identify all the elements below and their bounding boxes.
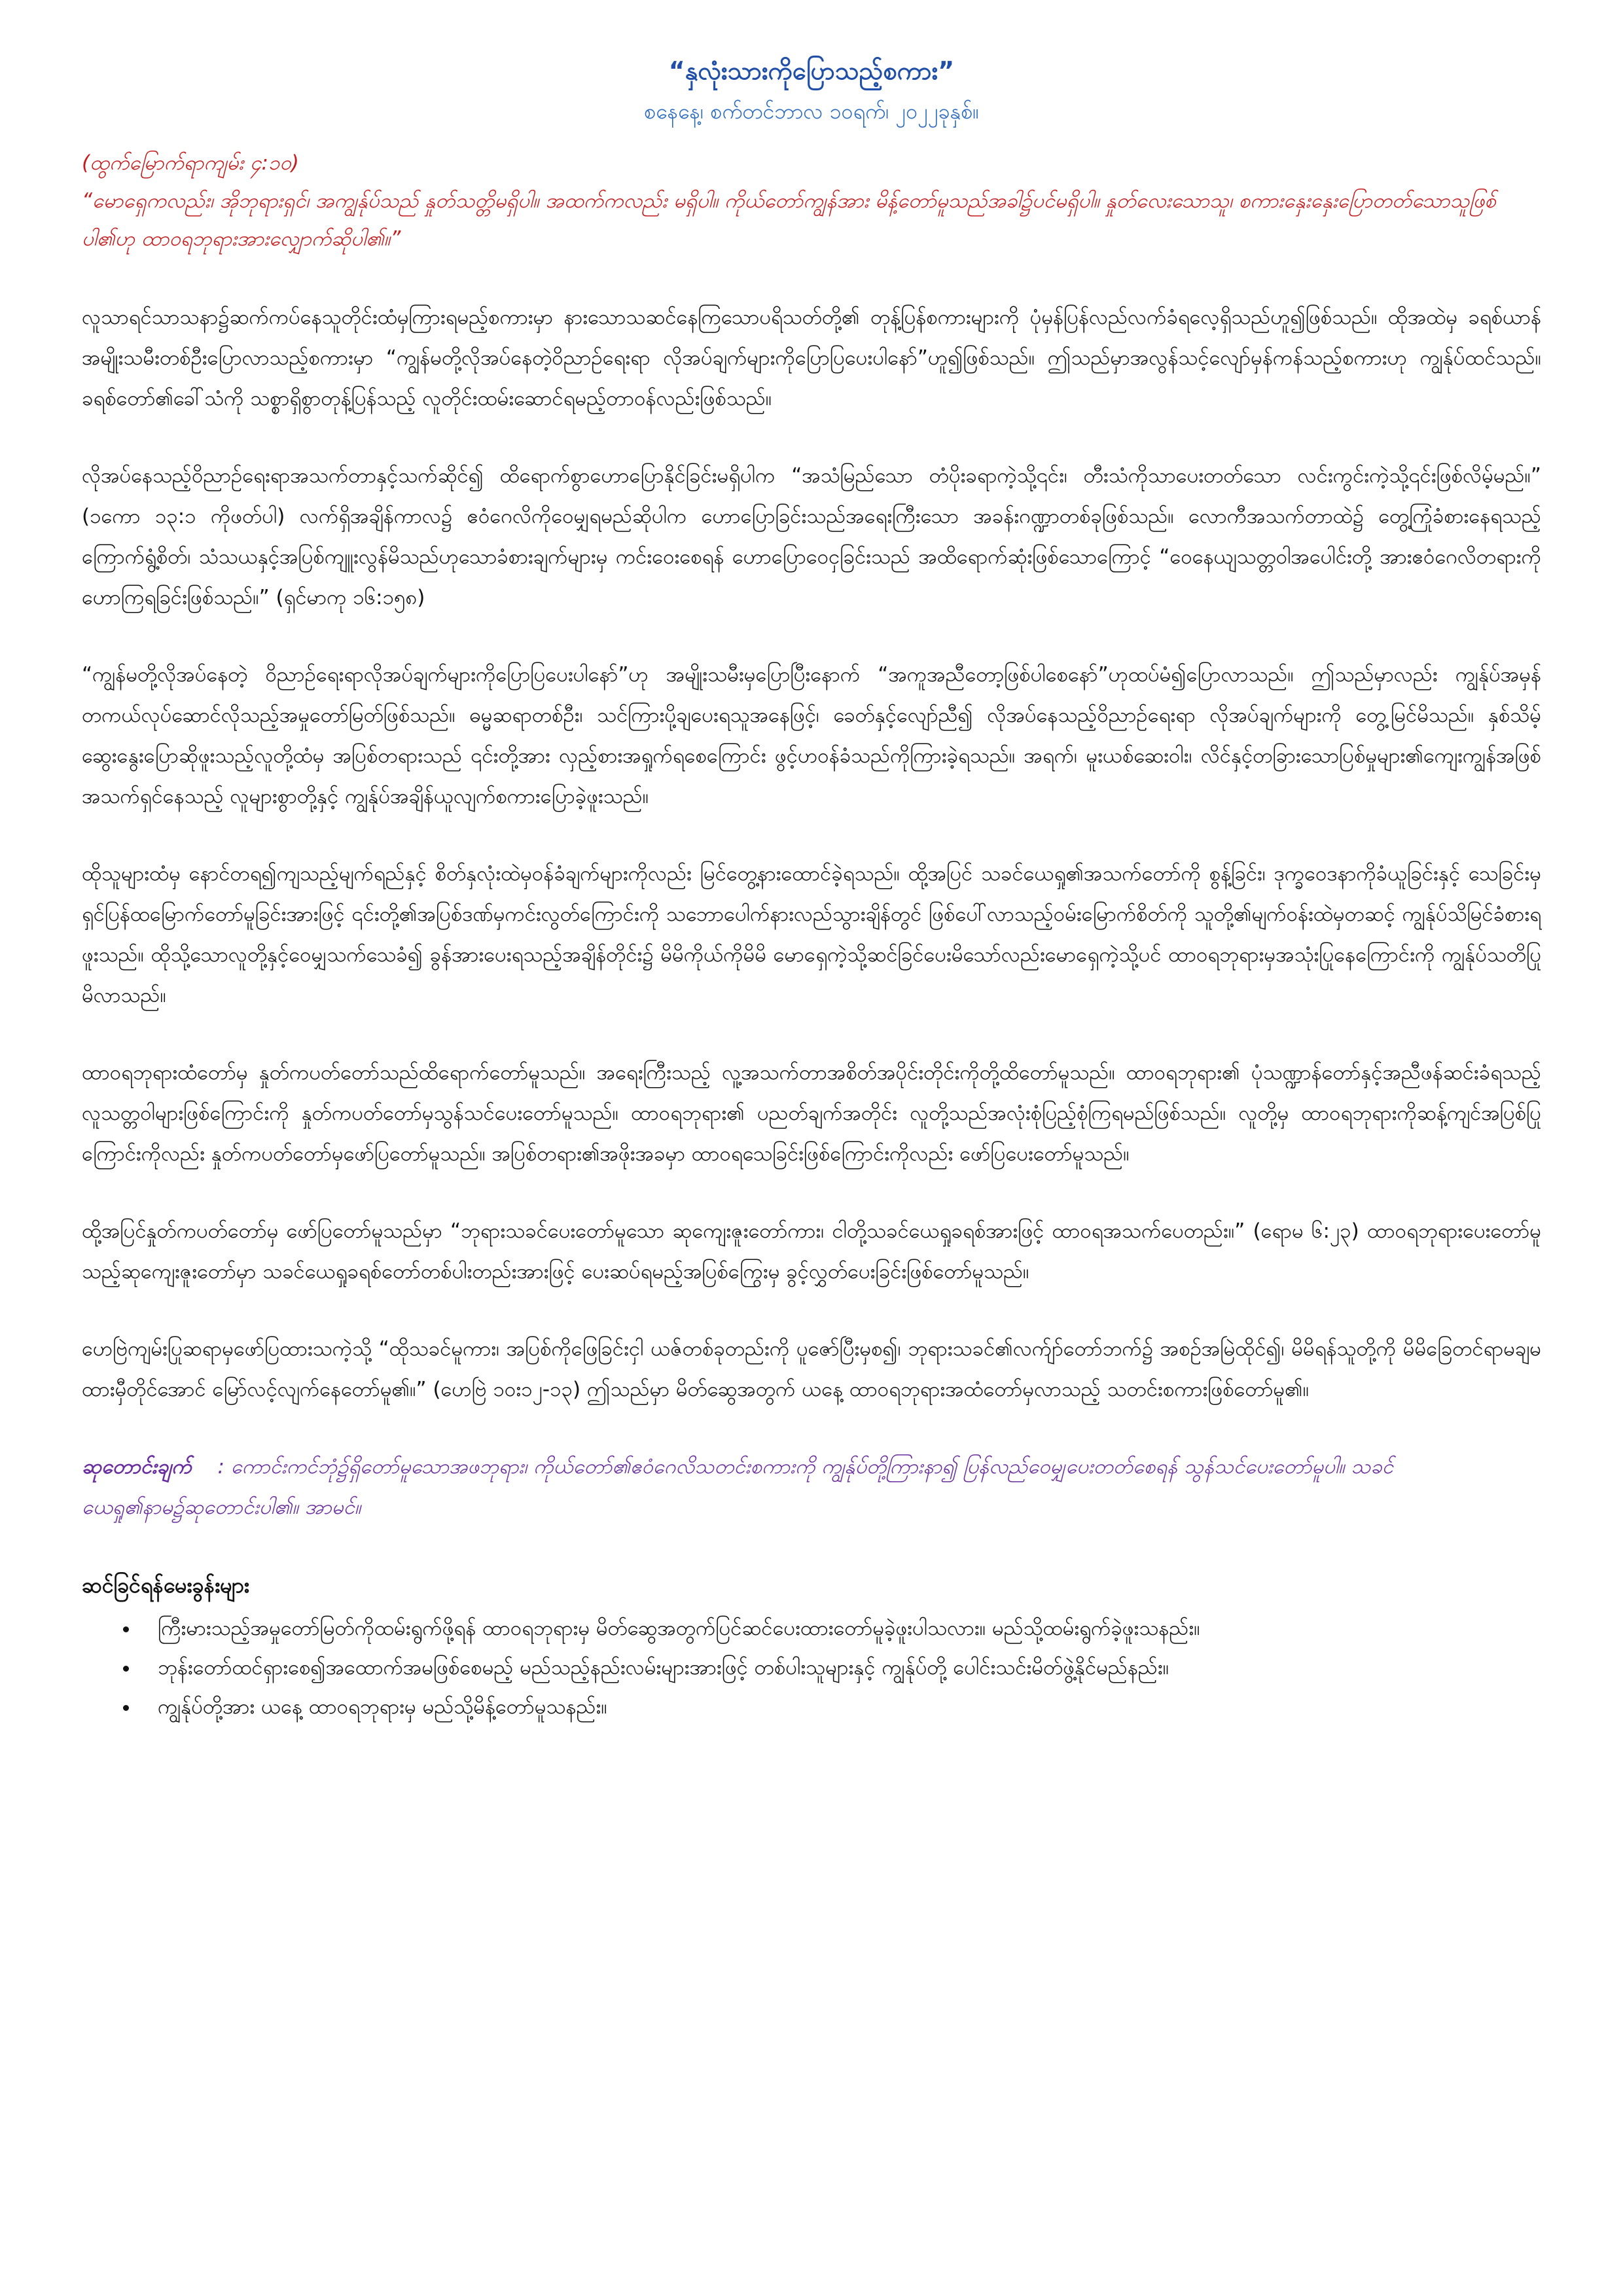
paragraph-1: လူသာရင်သာသနာ၌ဆက်ကပ်နေသူတိုင်းထံမှကြားရမည့်စကားမှာ နားသောသဆင်နေကြသောပရိသတ်တို့၏ တုန့်ပြန်စကားများကို ပုံမှန်ပြန်လည်လက်ခံရလေ့ရှိသည်ဟူ၍ဖြစ်သည်။ ထိုအထဲမှ ခရစ်ယာန်အမျိုးသမီးတစ်ဦးပြောလာသည့်စကားမှာ “ကျွန်မတို့လိုအပ်နေတဲ့ဝိညာဉ်ရေးရာ လိုအပ်ချက်များကိုပြောပြပေးပါနော်”ဟူ၍ဖြစ်သည်။ ဤသည်မှာအလွန်သင့်လျော်မှန်ကန်သည့်စကားဟု ကျွန်ုပ်ထင်သည်။ ခရစ်တော်၏ခေါ်သံကို သစ္စာရှိစွာတုန့်ပြန်သည့် လူတိုင်းထမ်းဆောင်ရမည့်တာဝန်လည်းဖြစ်သည်။ <box>82 306 1541 410</box>
question-item: • ကြီးမားသည့်အမှုတော်မြတ်ကိုထမ်းရွက်ဖို့ရန် ထာဝရဘုရားမှ မိတ်ဆွေအတွက်ပြင်ဆင်ပေးထားတော်မူခဲ့ဖူးပါသလား။ မည်သို့ထမ်းရွက်ခဲ့ဖူးသနည်း။ <box>139 1609 1541 1648</box>
reflection-questions <box>82 1567 1541 1727</box>
paragraph-6: ထို့အပြင်နှုတ်ကပတ်တော်မှ ဖော်ပြတော်မူသည်မှာ “ဘုရားသခင်ပေးတော်မူသော ဆုကျေးဇူးတော်ကား၊ ငါတို့သခင်ယေရှုခရစ်အားဖြင့် ထာဝရအသက်ပေတည်း။” (ရောမ ၆:၂၃) ထာဝရဘုရားပေးတော်မူသည့်ဆုကျေးဇူးတော်မှာ သခင်ယေရှုခရစ်တော်တစ်ပါးတည်းအားဖြင့် ပေးဆပ်ရမည့်အပြစ်ကြွေးမှ ခွင့်လွှတ်ပေးခြင်းဖြစ်တော်မူသည်။ <box>82 1219 1541 1283</box>
paragraph-7: ဟေဗြဲကျမ်းပြုဆရာမှဖော်ပြထားသကဲ့သို့ “ထိုသခင်မူကား၊ အပြစ်ကိုဖြေခြင်းငှါ ယဇ်တစ်ခုတည်းကို ပူဇော်ပြီးမှစ၍၊ ဘုရားသခင်၏လက်ျာ်တော်ဘက်၌ အစဉ်အမြဲထိုင်၍၊ မိမိရန်သူတို့ကို မိမိခြေတင်ရာမချမထားမှီတိုင်အောင် မြော်လင့်လျက်နေတော်မူ၏။” (ဟေဗြဲ ၁၀း၁၂-၁၃) ဤသည်မှာ မိတ်ဆွေအတွက် ယနေ့ ထာဝရဘုရားအထံတော်မှလာသည့် သတင်းစကားဖြစ်တော်မူ၏။ <box>82 1337 1541 1401</box>
question-item: • ဘုန်းတော်ထင်ရှားစေ၍အထောက်အမဖြစ်စေမည့် မည်သည့်နည်းလမ်းများအားဖြင့် တစ်ပါးသူများနှင့် ကျွန်ုပ်တို့ ပေါင်းသင်းမိတ်ဖွဲ့နိုင်မည်နည်း။ <box>139 1648 1541 1687</box>
verse-reference: (ထွက်မြောက်ရာကျမ်း ၄:၁၀) <box>82 151 299 175</box>
questions-list <box>82 1609 1541 1727</box>
question-item: • ကျွန်ုပ်တို့အား ယနေ့ ထာဝရဘုရားမှ မည်သို့မိန့်တော်မူသနည်း။ <box>139 1687 1541 1727</box>
paragraph-3: “ကျွန်မတို့လိုအပ်နေတဲ့ ဝိညာဉ်ရေးရာလိုအပ်ချက်များကိုပြောပြပေးပါနော်”ဟု အမျိုးသမီးမှပြောပြီးနောက် “အကူအညီတော့ဖြစ်ပါစေနော်”ဟုထပ်မံ၍ပြောလာသည်။ ဤသည်မှာလည်း ကျွန်ုပ်အမှန်တကယ်လုပ်ဆောင်လိုသည့်အမှုတော်မြတ်ဖြစ်သည်။ ဓမ္မဆရာတစ်ဦး၊ သင်ကြားပို့ချပေးရသူအနေဖြင့်၊ ခေတ်နှင့်လျော်ညီ၍ လိုအပ်နေသည့်ဝိညာဉ်ရေးရာ လိုအပ်ချက်များကို တွေ့မြင်မိသည်။ နှစ်သိမ့်ဆွေးနွေးပြောဆိုဖူးသည့်လူတို့ထံမှ အပြစ်တရားသည် ၎င်းတို့အား လှည့်စားအရှုက်ရစေကြောင်း ဖွင့်ဟဝန်ခံသည်ကိုကြားခဲ့ရသည်။ အရက်၊ မူးယစ်ဆေးဝါး၊ လိင်နှင့်တခြားသောပြစ်မှုများ၏ကျေးကျွန်အဖြစ် အသက်ရှင်နေသည့် လူများစွာတို့နှင့် ကျွန်ုပ်အချိန်ယူလျက်စကားပြောခဲ့ဖူးသည်။ <box>82 663 1541 808</box>
page-title: “နှလုံးသားကိုပြောသည့်စကား” <box>668 56 955 85</box>
date-line: စနေနေ့၊ စက်တင်ဘာလ ၁၀ရက်၊ ၂၀၂၂ခုနှစ်။ <box>644 99 979 124</box>
paragraph-2: လိုအပ်နေသည့်ဝိညာဉ်ရေးရာအသက်တာနှင့်သက်ဆိုင်၍ ထိရောက်စွာဟောပြောနိုင်ခြင်းမရှိပါက “အသံမြည်သော တံပိုးခရာကဲ့သို့၎င်း၊ တီးသံကိုသာပေးတတ်သော လင်းကွင်းကဲ့သို့၎င်းဖြစ်လိမ့်မည်။” (၁ကော ၁၃:၁ ကိုဖတ်ပါ) လက်ရှိအချိန်ကာလ၌ ဧဝံဂေလိကိုဝေမျှရမည်ဆိုပါက ဟောပြောခြင်းသည်အရေးကြီးသော အခန်းဂဏ္ဍာတစ်ခုဖြစ်သည်။ လောကီအသက်တာထဲ၌ တွေ့ကြုံခံစားနေရသည့် ကြောက်ရွံ့စိတ်၊ သံသယနှင့်အပြစ်ကျူးလွန်မိသည်ဟုသောခံစားချက်များမှ ကင်းဝေးစေရန် ဟောပြောဝေငှခြင်းသည် အထိရောက်ဆုံးဖြစ်သောကြောင့် “ဝေနေယျသတ္တဝါအပေါင်းတို့ အားဧဝံဂေလိတရားကို ဟောကြရခြင်းဖြစ်သည်။” (ရှင်မာကု ၁၆:၁၅၈) <box>82 464 1541 609</box>
scripture-verse <box>82 144 1541 258</box>
paragraph-4: ထိုသူများထံမှ နောင်တရ၍ကျသည့်မျက်ရည်နှင့် စိတ်နှလုံးထဲမှဝန်ခံချက်များကိုလည်း မြင်တွေ့နားထောင်ခဲ့ရသည်။ ထို့အပြင် သခင်ယေရှု၏အသက်တော်ကို စွန့်ခြင်း၊ ဒုက္ခဝေဒနာကိုခံယူခြင်းနှင့် သေခြင်းမှရှင်ပြန်ထမြောက်တော်မူခြင်းအားဖြင့် ၎င်းတို့၏အပြစ်ဒဏ်မှကင်းလွတ်ကြောင်းကို သဘောပေါက်နားလည်သွားချိန်တွင် ဖြစ်ပေါ်လာသည့်ဝမ်းမြောက်စိတ်ကို သူတို့၏မျက်ဝန်းထဲမှတဆင့် ကျွန်ုပ်သိမြင်ခံစားရဖူးသည်။ ထိုသို့သောလူတို့နှင့်ဝေမျှသက်သေခံ၍ ခွန်အားပေးရသည့်အချိန်တိုင်း၌ မိမိကိုယ်ကိုမိမိ မောရှေကဲ့သို့ဆင်ခြင်ပေးမိသော်လည်းမောရှေကဲ့သို့ပင် ထာဝရဘုရားမှအသုံးပြုနေကြောင်းကို ကျွန်ုပ်သတိပြုမိလာသည်။ <box>82 862 1541 1007</box>
prayer-block <box>82 1446 1541 1528</box>
verse-text: “မောရှေကလည်း၊ အိုဘုရားရှင်၊ အကျွန်ုပ်သည် နှုတ်သတ္တိမရှိပါ။ အထက်ကလည်း မရှိပါ။ ကိုယ်တော်ကျွန်အား မိန့်တော်မူသည်အခါ၌ပင်မရှိပါ။ နှုတ်လေးသောသူ၊ စကားနှေးနှေးပြောတတ်သောသူဖြစ်ပါ၏ဟု ထာဝရဘုရားအားလျှောက်ဆိုပါ၏။” <box>82 189 1496 251</box>
prayer-text: ကောင်းကင်ဘုံ၌ရှိတော်မူသောအဖဘုရား၊ ကိုယ်တော်၏ဧဝံဂေလိသတင်းစကားကို ကျွန်ုပ်တို့ကြားနာ၍ ပြန်လည်ဝေမျှပေးတတ်စေရန် သွန်သင်ပေးတော်မူပါ။ သခင်ယေရှု၏နာမ၌ဆုတောင်းပါ၏။ အာမင်။ <box>82 1455 1393 1519</box>
prayer-separator: : <box>217 1455 224 1479</box>
questions-heading: ဆင်ခြင်ရန်မေးခွန်းများ <box>82 1573 249 1598</box>
prayer-label: ဆုတောင်းချက် <box>82 1455 192 1479</box>
paragraph-5: ထာဝရဘုရားထံတော်မှ နှုတ်ကပတ်တော်သည်ထိရောက်တော်မူသည်။ အရေးကြီးသည့် လူ့အသက်တာအစိတ်အပိုင်းတိုင်းကိုတို့ထိတော်မူသည်။ ထာဝရဘုရား၏ ပုံသဏ္ဍာန်တော်နှင့်အညီဖန်ဆင်းခံရသည့် လူသတ္တဝါများဖြစ်ကြောင်းကို နှုတ်ကပတ်တော်မှသွန်သင်ပေးတော်မူသည်။ ထာဝရဘုရား၏ ပညတ်ချက်အတိုင်း လူတို့သည်အလုံးစုံပြည့်စုံကြရမည်ဖြစ်သည်။ လူတို့မှ ထာဝရဘုရားကိုဆန့်ကျင်အပြစ်ပြုကြောင်းကိုလည်း နှုတ်ကပတ်တော်မှဖော်ပြတော်မူသည်။ အပြစ်တရား၏အဖိုးအခမှာ ထာဝရသေခြင်းဖြစ်ကြောင်းကိုလည်း ဖော်ပြပေးတော်မူသည်။ <box>82 1061 1541 1166</box>
